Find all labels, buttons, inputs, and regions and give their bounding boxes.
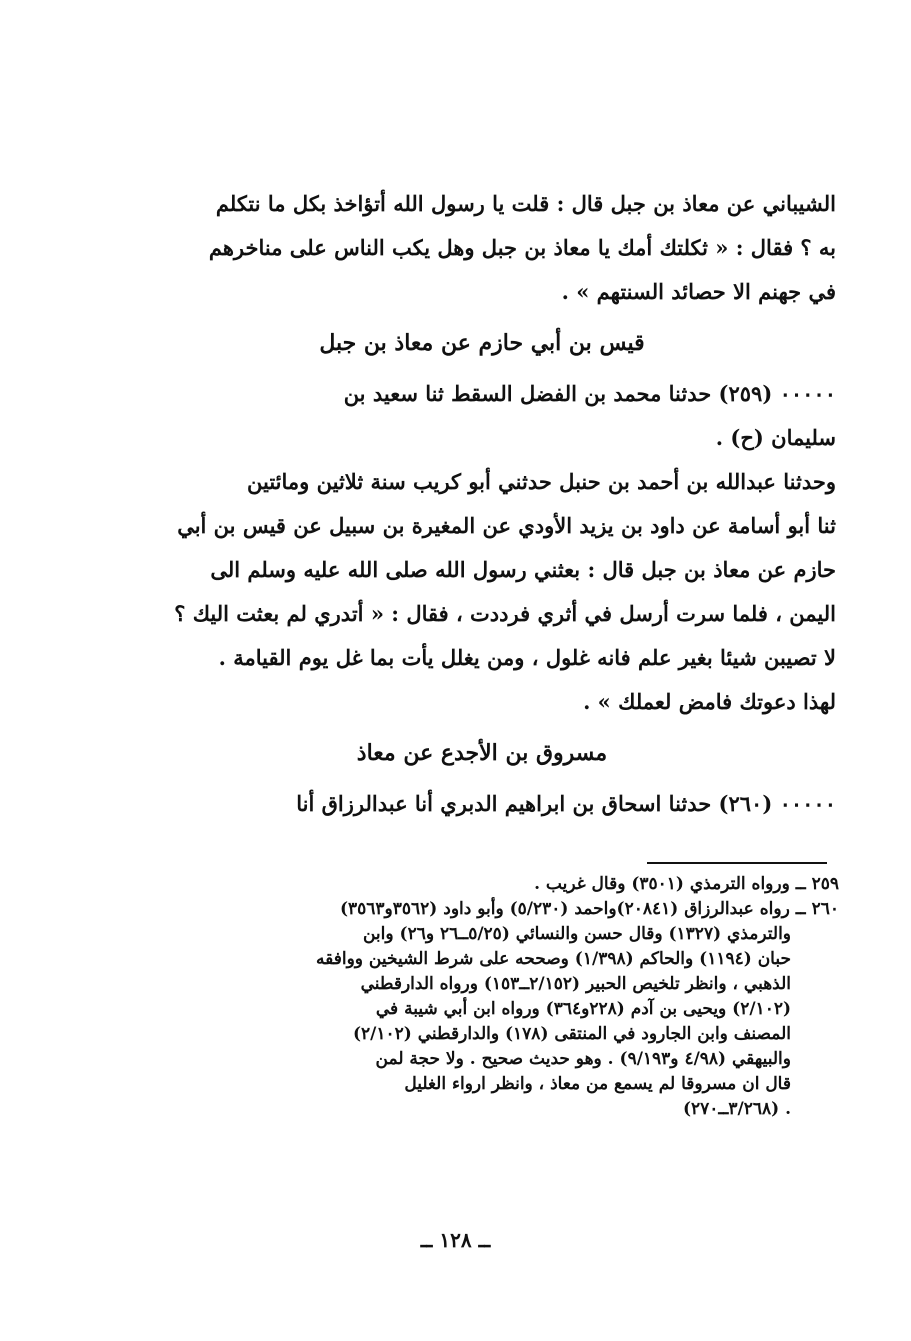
text-line: حازم عن معاذ بن جبل قال : بعثني رسول الله صلى الله عليه وسلم الى xyxy=(210,557,836,582)
text-line: وحدثنا عبدالله بن أحمد بن حنبل حدثني أبو كريب سنة ثلاثين ومائتين xyxy=(247,469,836,494)
main-text xyxy=(128,182,836,826)
footnotes xyxy=(112,872,839,1122)
section-heading: قيس بن أبي حازم عن معاذ بن جبل xyxy=(319,330,645,356)
footnote-line: حبان (١١٩٤) والحاكم (١/٣٩٨) وصححه على شرط الشيخين ووافقه xyxy=(316,949,791,969)
footnote-line: ٢٥٩ ــ ورواه الترمذي (٣٥٠١) وقال غريب . xyxy=(534,874,839,894)
text-line: ثنا أبو أسامة عن داود بن يزيد الأودي عن المغيرة بن سبيل عن قيس بن أبي xyxy=(177,513,836,538)
paragraph-block xyxy=(128,782,836,826)
footnote-line: ٢٦٠ ــ رواه عبدالرزاق (٢٠٨٤١)واحمد (٥/٢٣٠) وأبو داود (٣٥٦٢و٣٥٦٣) xyxy=(339,899,839,919)
footnote-line: والترمذي (١٣٢٧) وقال حسن والنسائي (٥/٢٥ــ٢٦ و٢٦) وابن xyxy=(362,924,791,944)
footnote-line: قال ان مسروقا لم يسمع من معاذ ، وانظر ارواء الغليل xyxy=(404,1074,791,1094)
text-line: ٠٠٠٠٠ (٢٦٠) حدثنا اسحاق بن ابراهيم الدبري أنا عبدالرزاق أنا xyxy=(296,791,836,816)
text-line: لا تصيبن شيئا بغير علم فانه غلول ، ومن يغلل يأت بما غل يوم القيامة . xyxy=(218,645,836,670)
text-line: به ؟ فقال : « ثكلتك أمك يا معاذ بن جبل وهل يكب الناس على مناخرهم xyxy=(208,235,836,260)
section-heading: مسروق بن الأجدع عن معاذ xyxy=(356,740,608,766)
footnote-divider xyxy=(647,862,827,864)
text-line: الشيباني عن معاذ بن جبل قال : قلت يا رسول الله أتؤاخذ بكل ما نتكلم xyxy=(215,191,836,216)
paragraph-block xyxy=(128,372,836,724)
text-line: في جهنم الا حصائد السنتهم » . xyxy=(561,279,836,304)
page-number: ــ ١٢٨ ــ xyxy=(420,1228,491,1252)
paragraph-block xyxy=(128,182,836,314)
footnote-line: المصنف وابن الجارود في المنتقى (١٧٨) والدارقطني (٢/١٠٢) xyxy=(353,1024,791,1044)
footnote-line: . (٣/٢٦٨ــ٢٧٠) xyxy=(682,1099,791,1119)
footnote-line: (٢/١٠٢) ويحيى بن آدم (٢٢٨و٣٦٤) ورواه ابن أبي شيبة في xyxy=(375,999,791,1019)
footnote-line: الذهبي ، وانظر تلخيص الحبير (٢/١٥٢ــ١٥٣) ورواه الدارقطني xyxy=(360,974,791,994)
footnote-line: والبيهقي (٤/٩٨ و٩/١٩٣) . وهو حديث صحيح . ولا حجة لمن xyxy=(375,1049,791,1069)
text-line: ٠٠٠٠٠ (٢٥٩) حدثنا محمد بن الفضل السقط ثنا سعيد بن xyxy=(343,381,836,406)
text-line: اليمن ، فلما سرت أرسل في أثري فرددت ، فقال : « أتدري لم بعثت اليك ؟ xyxy=(174,601,836,626)
text-line: سليمان (ح) . xyxy=(715,425,836,450)
text-line: لهذا دعوتك فامض لعملك » . xyxy=(583,689,836,714)
